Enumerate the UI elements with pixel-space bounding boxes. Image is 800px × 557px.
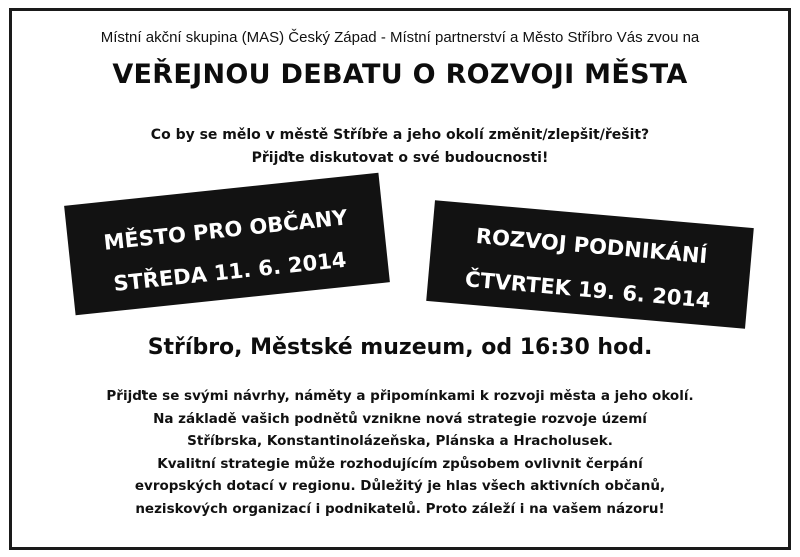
body-line: neziskových organizací i podnikatelů. Proto záleží i na vašem názoru!: [135, 500, 665, 517]
body-line: evropských dotací v regionu. Důležitý je hlas všech aktivních občanů,: [134, 478, 666, 494]
event-topic: ROZVOJ PODNIKÁNÍ: [474, 224, 709, 269]
body-paragraph: [0, 385, 800, 520]
body-line: Přijďte se svými návrhy, náměty a připomínkami k rozvoji města a jeho okolí.: [106, 388, 694, 404]
body-line: Stříbrska, Konstantinolázeňska, Plánska a Hracholusek.: [187, 433, 613, 449]
question-line: Co by se mělo v městě Stříbře a jeho okolí změnit/zlepšit/řešit?: [150, 127, 650, 143]
event-date: STŘEDA 11. 6. 2014: [112, 247, 348, 297]
body-line: Kvalitní strategie může rozhodujícím způsobem ovlivnit čerpání: [157, 455, 643, 472]
venue-line: Stříbro, Městské muzeum, od 16:30 hod.: [147, 335, 653, 360]
poster-title: VEŘEJNOU DEBATU O ROZVOJI MĚSTA: [112, 59, 688, 90]
invitation-line: Přijďte diskutovat o své budoucnosti!: [251, 150, 549, 166]
intro-text: Místní akční skupina (MAS) Český Západ - Místní partnerství a Město Stříbro Vás zvou na: [100, 29, 700, 46]
body-line: Na základě vašich podnětů vznikne nová strategie rozvoje území: [153, 410, 647, 427]
event-topic: MĚSTO PRO OBČANY: [102, 205, 349, 255]
event-date: ČTVRTEK 19. 6. 2014: [464, 267, 712, 313]
